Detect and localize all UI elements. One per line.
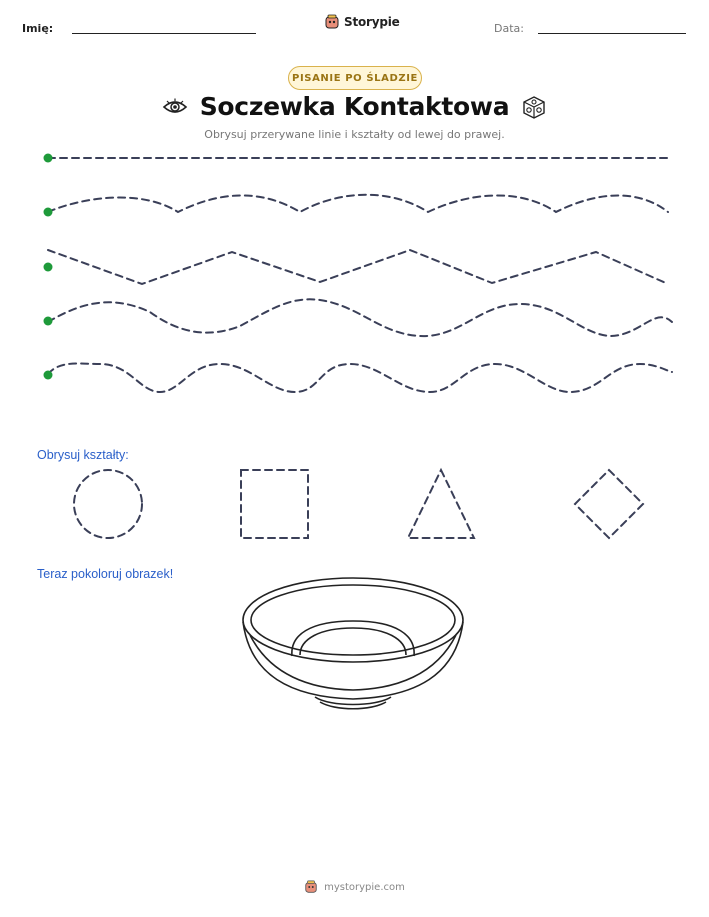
trace-line-bump-wave [48,363,672,392]
trace-line-gentle-wave [48,195,668,212]
coloring-section-label: Teraz pokoloruj obrazek! [37,567,174,581]
trace-line-zigzag [48,250,668,284]
start-dot-3 [44,263,53,272]
bowl-coloring-picture [230,575,480,715]
tracing-lines-area [0,0,709,420]
date-label: Data: [494,22,524,35]
activity-badge: PISANIE PO ŚLADZIE [288,66,422,90]
start-dot-4 [44,317,53,326]
brand-name: Storypie [344,15,400,29]
start-dot-1 [44,154,53,163]
trace-shape-circle [74,470,142,538]
trace-shape-triangle [408,470,474,538]
trace-line-wave [48,299,672,336]
footer [0,880,709,894]
shapes-section-label: Obrysuj kształty: [37,448,129,462]
page-title: Soczewka Kontaktowa [199,92,510,121]
trace-shape-square [241,470,308,538]
storypie-mascot-icon [304,880,318,894]
name-label: Imię: [22,22,54,35]
start-dot-2 [44,208,53,217]
start-dot-5 [44,371,53,380]
instructions-text: Obrysuj przerywane linie i kształty od lewej do prawej. [204,128,505,141]
trace-shape-diamond [575,470,643,538]
footer-url[interactable]: mystorypie.com [324,881,405,893]
shapes-area [0,462,709,552]
